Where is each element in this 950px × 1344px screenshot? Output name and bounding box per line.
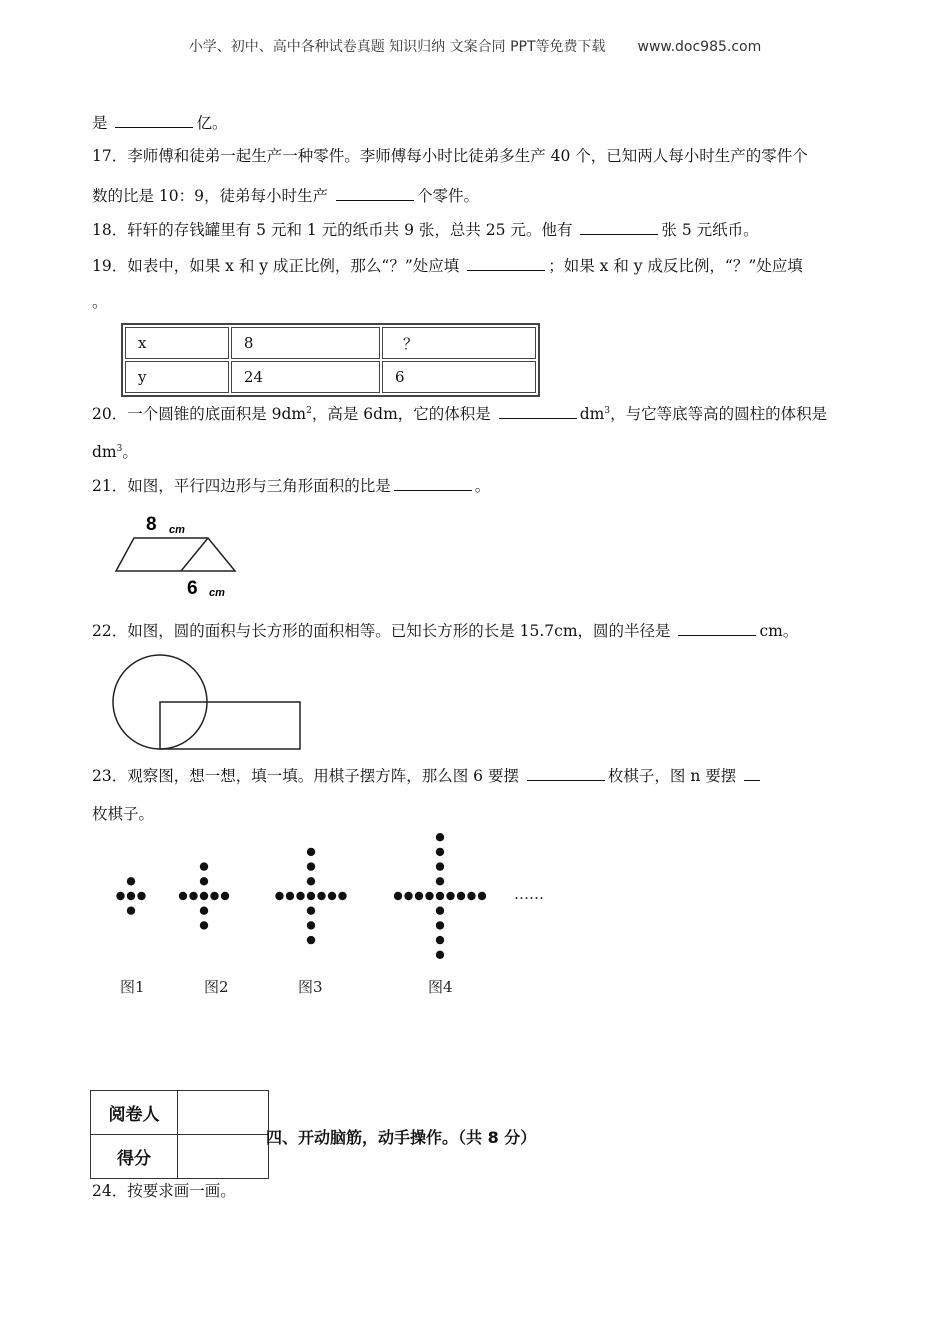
chess-piece-dot xyxy=(436,877,444,885)
chess-piece-dot xyxy=(286,892,294,900)
q20-line2 xyxy=(92,439,138,462)
q23-ellipsis: …… xyxy=(514,885,544,903)
q23 xyxy=(92,766,763,786)
q20-sup1: 2 xyxy=(306,406,312,416)
chess-piece-dot xyxy=(307,862,315,870)
chess-piece-dot xyxy=(436,951,444,959)
chess-piece-dot xyxy=(328,892,336,900)
chess-piece-dot xyxy=(210,892,218,900)
chess-piece-dot xyxy=(338,892,346,900)
figure-label-4: 图4 xyxy=(428,978,453,996)
chess-piece-dot xyxy=(425,892,433,900)
table-cell: ？ xyxy=(382,327,536,359)
q19-end: 。 xyxy=(92,293,108,311)
q20-line2-end: 。 xyxy=(122,443,138,462)
q22-blank[interactable] xyxy=(678,621,756,636)
bottom-length-number: 6 xyxy=(187,578,198,599)
q16-blank[interactable] xyxy=(115,113,193,128)
q18-post: 张 5 元纸币。 xyxy=(661,221,759,239)
q21-pre: 21．如图，平行四边形与三角形面积的比是 xyxy=(92,477,391,495)
chess-piece-dot xyxy=(200,921,208,929)
chess-piece-dot xyxy=(467,892,475,900)
chess-piece-dot xyxy=(200,877,208,885)
table-row xyxy=(91,1091,269,1135)
chess-piece-dot xyxy=(189,892,197,900)
chess-piece-dot xyxy=(436,862,444,870)
q23-pre: 23．观察图，想一想，填一填。用棋子摆方阵，那么图 6 要摆 xyxy=(92,767,519,785)
chess-piece-dot xyxy=(127,907,135,915)
reviewer-field[interactable] xyxy=(178,1091,269,1135)
chess-piece-dot xyxy=(221,892,229,900)
q23-blank-2[interactable] xyxy=(744,766,760,781)
q20-pre: 20．一个圆锥的底面积是 9dm xyxy=(92,405,307,424)
section-4-heading: 四、开动脑筋，动手操作。（共 8 分） xyxy=(266,1128,537,1147)
q22-figure xyxy=(108,652,308,756)
q19-table xyxy=(121,323,540,397)
chess-piece-dot xyxy=(200,892,208,900)
q17-blank[interactable] xyxy=(336,186,414,201)
q22 xyxy=(92,621,798,641)
figure-label-2: 图2 xyxy=(204,978,229,996)
table-cell: x xyxy=(125,327,229,359)
q23-mid: 枚棋子，图 n 要摆 xyxy=(607,767,737,785)
table-row xyxy=(91,1135,269,1179)
q21-figure xyxy=(108,508,248,600)
chess-piece-dot xyxy=(127,892,135,900)
q16-pre: 是 xyxy=(92,114,108,132)
chess-piece-dot xyxy=(179,892,187,900)
chess-piece-dot xyxy=(127,877,135,885)
table-cell: 6 xyxy=(382,361,536,393)
reviewer-label: 阅卷人 xyxy=(91,1091,178,1135)
divider-line xyxy=(181,538,208,571)
q18-blank[interactable] xyxy=(580,220,658,235)
header-text: 小学、初中、高中各种试卷真题 知识归纳 文案合同 PPT等免费下载 xyxy=(188,39,606,55)
header-site: www.doc985.com xyxy=(637,39,762,55)
q23-dot-figures xyxy=(90,826,570,966)
q20-post: ，与它等底等高的圆柱的体积是 xyxy=(610,405,828,424)
score-field[interactable] xyxy=(178,1135,269,1179)
q19-pre: 19．如表中，如果 x 和 y 成正比例，那么“？”处应填 xyxy=(92,257,460,275)
table-cell: 8 xyxy=(231,327,380,359)
chess-piece-dot xyxy=(307,936,315,944)
score-box xyxy=(90,1090,269,1179)
q20 xyxy=(92,401,827,424)
chess-piece-dot xyxy=(446,892,454,900)
dot-figure-4 xyxy=(394,833,486,959)
top-length-number: 8 xyxy=(146,514,157,535)
q16-post: 亿。 xyxy=(196,114,228,132)
chess-piece-dot xyxy=(275,892,283,900)
parallelogram-trapezoid-shape xyxy=(116,538,235,571)
chess-piece-dot xyxy=(436,848,444,856)
q20-sup3: 3 xyxy=(116,444,123,454)
q17-line1: 17．李师傅和徒弟一起生产一种零件。李师傅每小时比徒弟多生产 40 个，已知两人每小时生产的零件个 xyxy=(92,147,808,165)
chess-piece-dot xyxy=(404,892,412,900)
q23-blank-1[interactable] xyxy=(527,766,605,781)
q19-mid: ；如果 x 和 y 成反比例，“？”处应填 xyxy=(548,257,803,275)
chess-piece-dot xyxy=(457,892,465,900)
q21-post: 。 xyxy=(474,477,491,495)
bottom-length-unit: cm xyxy=(209,587,225,599)
score-label: 得分 xyxy=(91,1135,178,1179)
q22-post: cm。 xyxy=(759,622,799,640)
chess-piece-dot xyxy=(137,892,145,900)
q18 xyxy=(92,220,759,240)
figure-label-3: 图3 xyxy=(298,978,323,996)
q23-line2: 枚棋子。 xyxy=(92,805,155,823)
figure-label-1: 图1 xyxy=(120,978,145,996)
chess-piece-dot xyxy=(307,877,315,885)
chess-piece-dot xyxy=(317,892,325,900)
chess-piece-dot xyxy=(296,892,304,900)
q17-pre: 数的比是 10：9，徒弟每小时生产 xyxy=(92,187,329,205)
chess-piece-dot xyxy=(436,833,444,841)
chess-piece-dot xyxy=(116,892,124,900)
q20-sup2: 3 xyxy=(604,406,611,416)
top-length-unit: cm xyxy=(169,524,185,536)
q18-pre: 18．轩轩的存钱罐里有 5 元和 1 元的纸币共 9 张，总共 25 元。他有 xyxy=(92,221,573,239)
q17-line2 xyxy=(92,186,479,206)
q17-post: 个零件。 xyxy=(416,187,479,205)
q22-pre: 22．如图，圆的面积与长方形的面积相等。已知长方形的长是 15.7cm，圆的半径是 xyxy=(92,622,671,640)
chess-piece-dot xyxy=(478,892,486,900)
table-cell: y xyxy=(125,361,229,393)
q21 xyxy=(92,476,490,496)
chess-piece-dot xyxy=(436,936,444,944)
q16-tail xyxy=(92,113,227,133)
chess-piece-dot xyxy=(436,892,444,900)
chess-piece-dot xyxy=(200,862,208,870)
chess-piece-dot xyxy=(415,892,423,900)
dot-figure-1 xyxy=(116,877,145,915)
q21-blank[interactable] xyxy=(394,476,472,491)
q20-unit: dm xyxy=(579,405,605,424)
chess-piece-dot xyxy=(307,921,315,929)
chess-piece-dot xyxy=(394,892,402,900)
page-header xyxy=(0,36,950,56)
dot-figure-2 xyxy=(179,862,229,929)
q19 xyxy=(92,256,803,276)
table-row xyxy=(125,361,536,393)
chess-piece-dot xyxy=(307,907,315,915)
chess-piece-dot xyxy=(307,892,315,900)
chess-piece-dot xyxy=(307,848,315,856)
chess-piece-dot xyxy=(436,907,444,915)
rectangle-shape xyxy=(160,702,300,749)
dot-figure-3 xyxy=(275,848,346,945)
q24: 24．按要求画一画。 xyxy=(92,1182,236,1200)
table-row xyxy=(125,327,536,359)
q20-mid: ，高是 6dm，它的体积是 xyxy=(311,405,491,424)
q20-blank[interactable] xyxy=(499,404,577,419)
q20-line2-unit: dm xyxy=(92,443,117,462)
chess-piece-dot xyxy=(436,921,444,929)
chess-piece-dot xyxy=(200,907,208,915)
q19-blank-1[interactable] xyxy=(467,256,545,271)
table-cell: 24 xyxy=(231,361,380,393)
